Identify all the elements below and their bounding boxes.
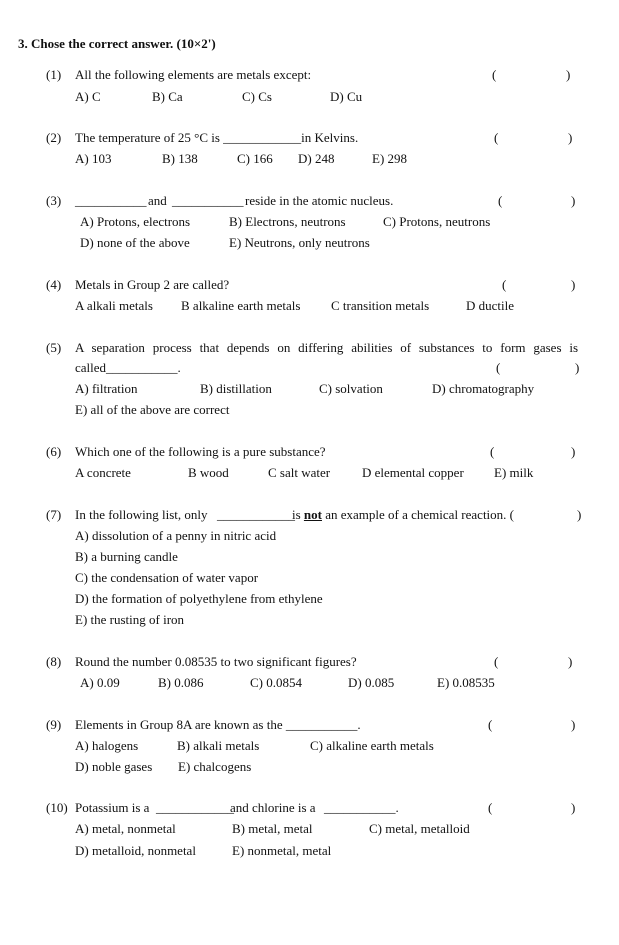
q6-option-b: B wood (188, 465, 229, 480)
q5-blank: ___________. (106, 360, 181, 375)
q7-not-emphasis: not (303, 507, 322, 522)
q9-text: Elements in Group 8A are known as the ___________. (75, 717, 361, 732)
q5-option-d: D) chromatography (432, 381, 535, 396)
q3-paren-open: ( (498, 193, 503, 208)
q2-paren-close: ) (568, 130, 573, 145)
q4-text: Metals in Group 2 are called? (75, 277, 230, 292)
q10-option-c: C) metal, metalloid (369, 821, 470, 836)
q8-paren-close: ) (568, 654, 573, 669)
q10-option-e: E) nonmetal, metal (232, 843, 332, 858)
q7-option-d: D) the formation of polyethylene from ethylene (75, 591, 323, 606)
q2-option-c: C) 166 (237, 151, 273, 166)
q1-option-c: C) Cs (242, 89, 272, 104)
q2-option-e: E) 298 (372, 151, 408, 166)
q4-paren-open: ( (502, 277, 507, 292)
q3-blank-2: ___________ (172, 193, 244, 208)
q8-option-b: B) 0.086 (158, 675, 204, 690)
q3-paren-close: ) (571, 193, 576, 208)
q9-option-c: C) alkaline earth metals (310, 738, 434, 753)
q3-option-a: A) Protons, electrons (80, 214, 191, 229)
q7-option-e: E) the rusting of iron (75, 612, 185, 627)
section-heading: 3. Chose the correct answer. (10×2') (18, 36, 216, 51)
q10-blank-1: ____________ (156, 800, 234, 815)
q4-number: (4) (46, 277, 62, 292)
q3-option-e: E) Neutrons, only neutrons (229, 235, 370, 250)
q6-paren-close: ) (571, 444, 576, 459)
q6-number: (6) (46, 444, 62, 459)
q8-option-c: C) 0.0854 (250, 675, 302, 690)
q6-option-e: E) milk (494, 465, 534, 480)
q1-text: All the following elements are metals except: (75, 67, 312, 82)
q7-option-a: A) dissolution of a penny in nitric acid (75, 528, 277, 543)
q2-paren-open: ( (494, 130, 499, 145)
q2-option-b: B) 138 (162, 151, 198, 166)
q5-option-a: A) filtration (75, 381, 138, 396)
q8-option-e: E) 0.08535 (437, 675, 495, 690)
q5-option-e: E) all of the above are correct (75, 402, 230, 417)
q2-number: (2) (46, 130, 62, 145)
q2-blank: ____________ (223, 130, 302, 145)
q1-number: (1) (46, 67, 62, 82)
q8-number: (8) (46, 654, 62, 669)
q7-paren-close: ) (577, 507, 582, 522)
q9-paren-open: ( (488, 717, 493, 732)
q9-option-e: E) chalcogens (178, 759, 252, 774)
q4-option-b: B alkaline earth metals (181, 298, 301, 313)
q6-option-a: A concrete (75, 465, 131, 480)
q6-text: Which one of the following is a pure substance? (75, 444, 326, 459)
q7-option-b: B) a burning candle (75, 549, 178, 564)
q9-option-d: D) noble gases (75, 759, 153, 774)
q5-text-line-2: called___________. (75, 360, 181, 375)
q6-paren-open: ( (490, 444, 495, 459)
q10-option-b: B) metal, metal (232, 821, 313, 836)
q3-option-c: C) Protons, neutrons (383, 214, 491, 229)
q3-number: (3) (46, 193, 62, 208)
q8-option-a: A) 0.09 (80, 675, 120, 690)
q8-option-d: D) 0.085 (348, 675, 395, 690)
q10-text-start: Potassium is a (75, 800, 150, 815)
q5-number: (5) (46, 340, 62, 355)
q6-option-d: D elemental copper (362, 465, 464, 480)
q5-paren-open: ( (496, 360, 501, 375)
q2-option-a: A) 103 (75, 151, 112, 166)
q7-number: (7) (46, 507, 62, 522)
q3-option-b: B) Electrons, neutrons (229, 214, 346, 229)
q10-paren-close: ) (571, 800, 576, 815)
q10-blank-2: ___________. (324, 800, 399, 815)
q9-paren-close: ) (571, 717, 576, 732)
q10-option-d: D) metalloid, nonmetal (75, 843, 196, 858)
q9-option-b: B) alkali metals (177, 738, 260, 753)
q6-option-c: C salt water (268, 465, 331, 480)
q4-paren-close: ) (571, 277, 576, 292)
q3-text: reside in the atomic nucleus. (245, 193, 394, 208)
q10-paren-open: ( (488, 800, 493, 815)
q10-text-middle: and chlorine is a (230, 800, 316, 815)
q5-option-b: B) distillation (200, 381, 272, 396)
q9-number: (9) (46, 717, 62, 732)
q1-option-d: D) Cu (330, 89, 363, 104)
q9-option-a: A) halogens (75, 738, 139, 753)
q4-option-c: C transition metals (331, 298, 430, 313)
q10-number: (10) (46, 800, 68, 815)
q8-paren-open: ( (494, 654, 499, 669)
q3-blank-1: ___________ (75, 193, 147, 208)
q7-text-end: is not an example of a chemical reaction. ( (292, 507, 514, 522)
q2-option-d: D) 248 (298, 151, 335, 166)
q4-option-a: A alkali metals (75, 298, 153, 313)
q7-option-c: C) the condensation of water vapor (75, 570, 259, 585)
q7-text-start: In the following list, only (75, 507, 208, 522)
q7-blank: ____________ (217, 507, 295, 522)
q1-option-b: B) Ca (152, 89, 183, 104)
q1-option-a: A) C (75, 89, 101, 104)
q5-text-line-1: A separation process that depends on differing abilities of substances to form gases is (75, 340, 578, 355)
q9-blank: ___________. (285, 717, 361, 732)
q5-paren-close: ) (575, 360, 580, 375)
q3-option-d: D) none of the above (80, 235, 190, 250)
q3-and: and (148, 193, 167, 208)
q1-paren-open: ( (492, 67, 497, 82)
q10-option-a: A) metal, nonmetal (75, 821, 176, 836)
q1-paren-close: ) (566, 67, 571, 82)
q5-option-c: C) solvation (319, 381, 383, 396)
q4-option-d: D ductile (466, 298, 515, 313)
q2-text: The temperature of 25 °C is ____________in Kelvins. (75, 130, 359, 145)
q8-text: Round the number 0.08535 to two significant figures? (75, 654, 357, 669)
